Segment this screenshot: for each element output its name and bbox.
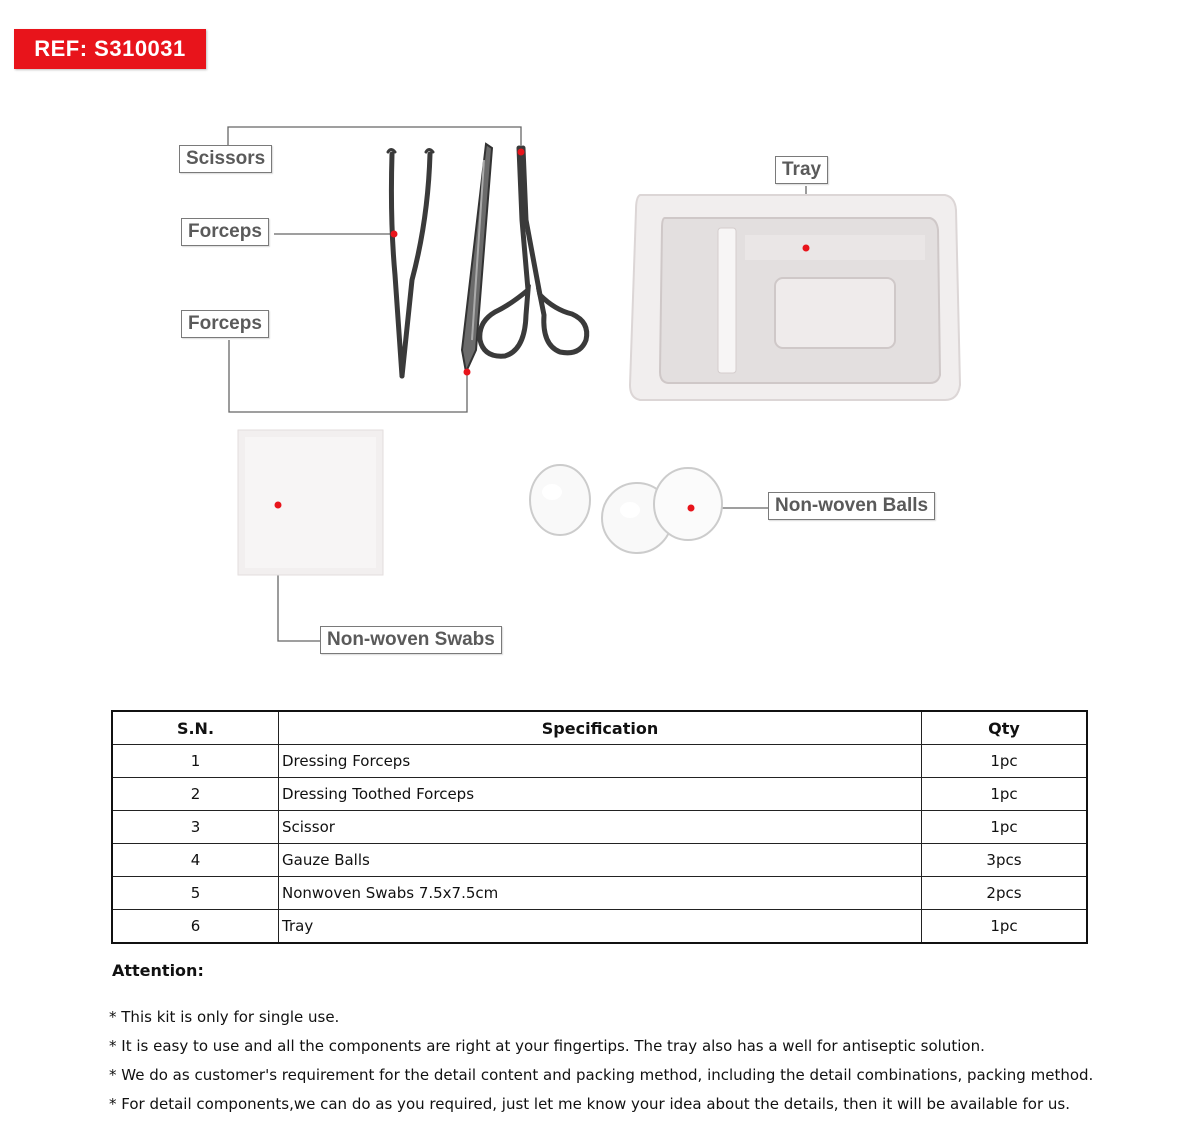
cell-spec: Gauze Balls <box>279 844 922 877</box>
specification-table <box>111 710 1088 944</box>
cell-qty: 1pc <box>922 910 1088 944</box>
toothed-forceps-image <box>462 144 492 372</box>
cell-sn: 1 <box>112 745 279 778</box>
cell-spec: Nonwoven Swabs 7.5x7.5cm <box>279 877 922 910</box>
cell-sn: 5 <box>112 877 279 910</box>
header-sn: S.N. <box>112 711 279 745</box>
callout-scissors: Scissors <box>179 145 272 173</box>
scissors-image <box>480 148 587 356</box>
cell-qty: 1pc <box>922 778 1088 811</box>
ref-badge: REF: S310031 <box>14 29 206 69</box>
cell-spec: Scissor <box>279 811 922 844</box>
callout-forceps-1: Forceps <box>181 218 269 246</box>
note-item: * It is easy to use and all the components are right at your fingertips. The tray also has a well for antiseptic solution. <box>109 1037 985 1055</box>
cell-sn: 2 <box>112 778 279 811</box>
cell-spec: Tray <box>279 910 922 944</box>
table-header-row <box>112 711 1087 745</box>
cell-spec: Dressing Forceps <box>279 745 922 778</box>
cell-sn: 4 <box>112 844 279 877</box>
cell-sn: 3 <box>112 811 279 844</box>
note-item: * We do as customer's requirement for the detail content and packing method, including the detail combinations, packing method. <box>109 1066 1094 1084</box>
callout-tray: Tray <box>775 156 828 184</box>
cell-qty: 1pc <box>922 745 1088 778</box>
header-specification: Specification <box>279 711 922 745</box>
tray-image <box>630 195 960 400</box>
cell-spec: Dressing Toothed Forceps <box>279 778 922 811</box>
diagram-illustration <box>0 100 1200 680</box>
table-row <box>112 877 1087 910</box>
note-item: * This kit is only for single use. <box>109 1008 340 1026</box>
callout-forceps-2: Forceps <box>181 310 269 338</box>
callout-non-woven-swabs: Non-woven Swabs <box>320 626 502 654</box>
table-row <box>112 811 1087 844</box>
attention-heading: Attention: <box>112 961 204 980</box>
dressing-forceps-image <box>388 150 433 377</box>
table-row <box>112 910 1087 944</box>
table-row <box>112 778 1087 811</box>
gauze-swab-image <box>238 430 383 575</box>
product-diagram <box>0 100 1200 680</box>
cell-qty: 1pc <box>922 811 1088 844</box>
cell-sn: 6 <box>112 910 279 944</box>
table-row <box>112 745 1087 778</box>
note-item: * For detail components,we can do as you required, just let me know your idea about the details, then it will be available for us. <box>109 1095 1071 1113</box>
header-qty: Qty <box>922 711 1088 745</box>
attention-notes <box>109 1003 1093 1119</box>
cell-qty: 2pcs <box>922 877 1088 910</box>
cell-qty: 3pcs <box>922 844 1088 877</box>
table-row <box>112 844 1087 877</box>
callout-non-woven-balls: Non-woven Balls <box>768 492 935 520</box>
